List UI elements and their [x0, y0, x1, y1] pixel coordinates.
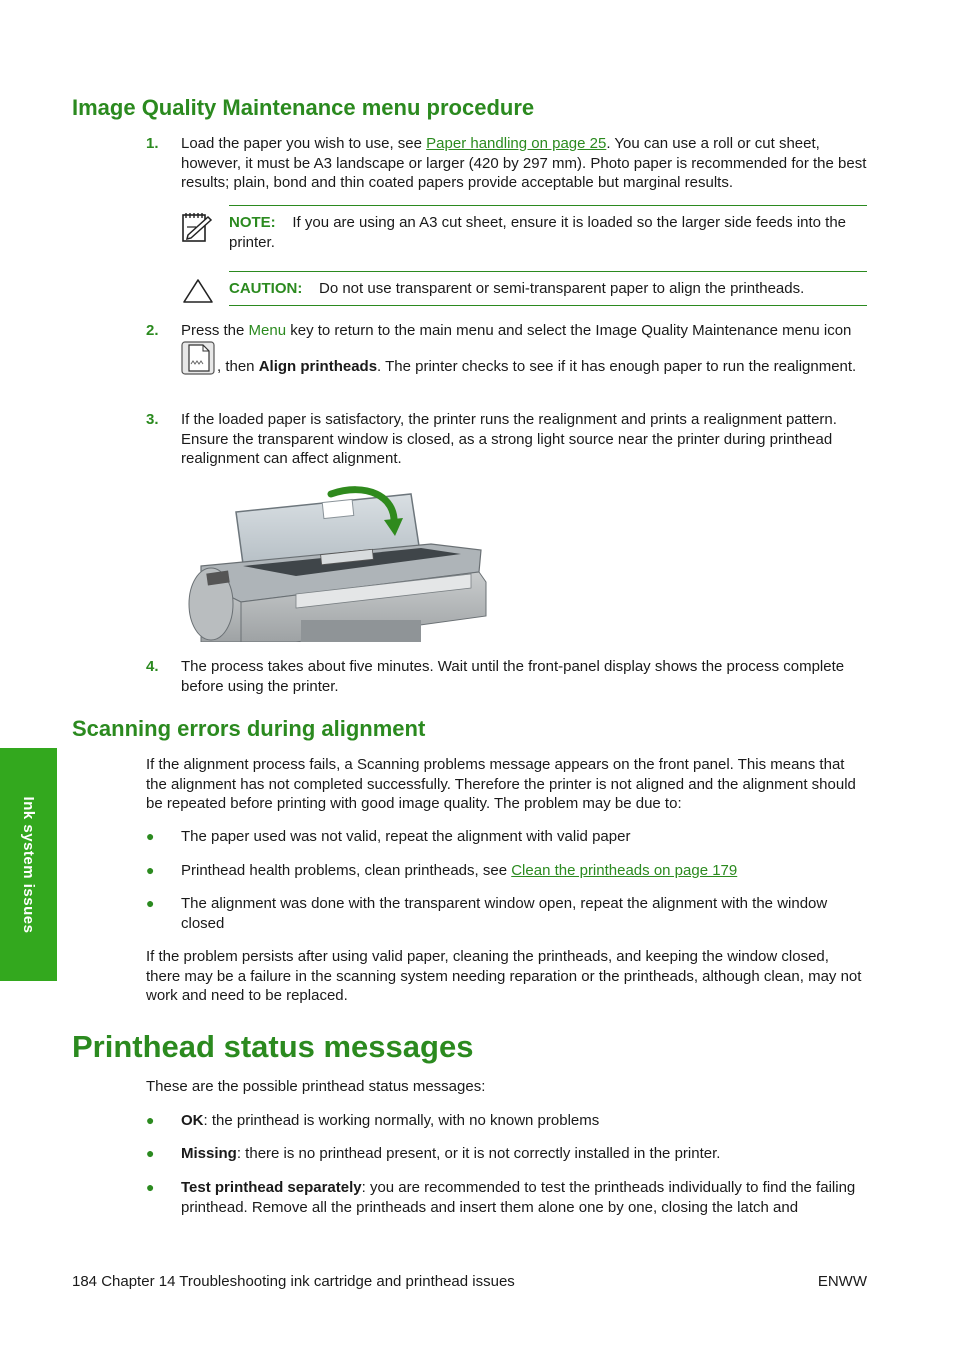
caution-icon	[182, 278, 214, 304]
status-intro: These are the possible printhead status messages:	[146, 1078, 486, 1095]
bullet-icon: ●	[146, 1179, 155, 1195]
printer-illustration	[181, 484, 491, 642]
note-top-rule	[229, 205, 867, 206]
step-2-line-1: Press the Menu key to return to the main menu and select the Image Quality Maintenance menu icon	[181, 322, 852, 339]
note-text: NOTE: If you are using an A3 cut sheet, ensure it is loaded so the larger side feeds into the printer.	[229, 214, 847, 251]
step-number: 2.	[146, 322, 159, 339]
list-item: Test printhead separately: you are recommended to test the printheads individually to find the failing printhead. Remove all the printheads and insert them alone one by one, closing the latch and	[181, 1179, 856, 1216]
section-heading-iq-maintenance: Image Quality Maintenance menu procedure	[72, 95, 535, 120]
side-tab-label: Ink system issues	[19, 796, 37, 934]
list-item: OK: the printhead is working normally, with no known problems	[181, 1112, 600, 1129]
step-number: 4.	[146, 658, 159, 675]
bullet-icon: ●	[146, 828, 155, 844]
step-3-text: If the loaded paper is satisfactory, the printer runs the realignment and prints a realignment pattern. Ensure the transparent window is closed, as a strong light source near the printer during printhead realignment can affect alignment.	[181, 411, 837, 467]
section-heading-scanning-errors: Scanning errors during alignment	[72, 716, 426, 741]
list-item: The alignment was done with the transparent window open, repeat the alignment with the window closed	[181, 895, 828, 932]
clean-printheads-link[interactable]: Clean the printheads on page 179	[511, 862, 738, 879]
note-icon	[180, 207, 214, 243]
caution-top-rule	[229, 271, 867, 272]
bullet-icon: ●	[146, 1145, 155, 1161]
footer-left: 184 Chapter 14 Troubleshooting ink cartridge and printhead issues	[72, 1273, 515, 1290]
step-1-text: Load the paper you wish to use, see Paper handling on page 25. You can use a roll or cut sheet, however, it must be A3 landscape or larger (420 by 297 mm). Photo paper is recommended for the best results; plain, bond and thin coated papers provide acceptable but marginal results.	[181, 135, 867, 191]
scanning-outro: If the problem persists after using valid paper, cleaning the printheads, and keeping the window closed, there may be a failure in the scanning system needing reparation or the printheads, although clean, may not work and need to be replaced.	[146, 948, 862, 1004]
list-item: Missing: there is no printhead present, or it is not correctly installed in the printer.	[181, 1145, 721, 1162]
menu-key: Menu	[248, 322, 287, 339]
list-item: Printhead health problems, clean printheads, see Clean the printheads on page 179	[181, 862, 738, 879]
paper-handling-link[interactable]: Paper handling on page 25	[426, 135, 607, 152]
scanning-intro: If the alignment process fails, a Scanning problems message appears on the front panel. This means that the alignment has not completed successfully. Therefore the printer is not aligned and the alignment should be repeated before printing with good image quality. The problem may be due to:	[146, 756, 856, 812]
page-heading-printhead-status: Printhead status messages	[72, 1029, 474, 1064]
step-number: 1.	[146, 135, 159, 152]
bullet-icon: ●	[146, 862, 155, 878]
caution-bottom-rule	[229, 305, 867, 306]
step-4-text: The process takes about five minutes. Wait until the front-panel display shows the process complete before using the printer.	[181, 658, 845, 695]
bullet-icon: ●	[146, 895, 155, 911]
footer-right: ENWW	[817, 1273, 867, 1290]
step-2-line-2: , then Align printheads. The printer checks to see if it has enough paper to run the realignment.	[217, 358, 857, 375]
bullet-icon: ●	[146, 1112, 155, 1128]
caution-text: CAUTION: Do not use transparent or semi-transparent paper to align the printheads.	[229, 280, 805, 297]
list-item: The paper used was not valid, repeat the alignment with valid paper	[181, 828, 631, 845]
step-number: 3.	[146, 411, 159, 428]
